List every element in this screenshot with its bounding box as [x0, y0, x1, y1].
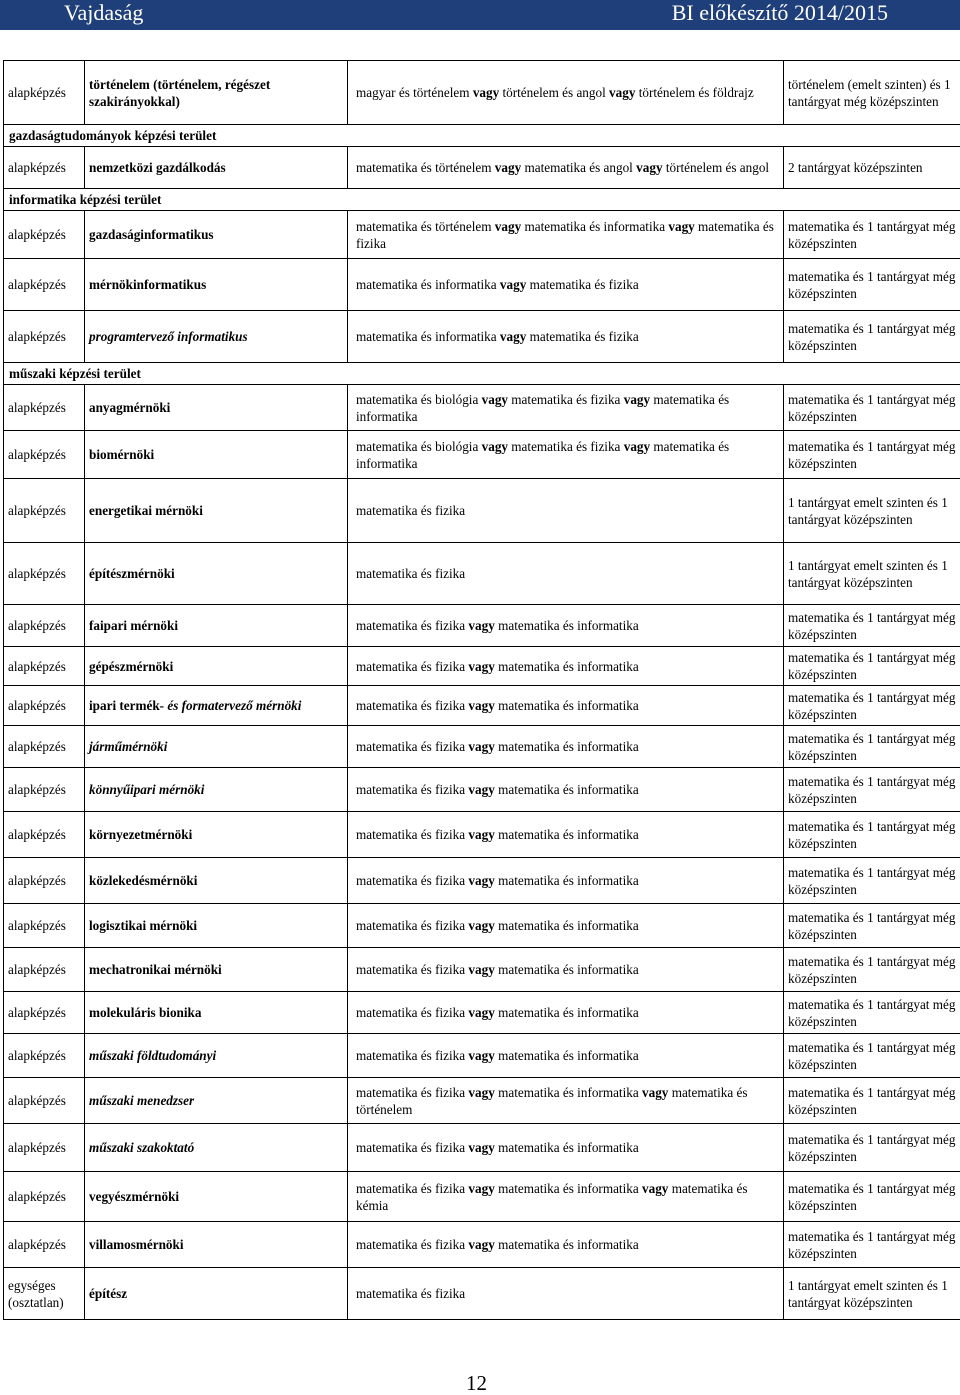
exam-level-requirement: 1 tantárgyat emelt szinten és 1 tantárgyat középszinten [784, 543, 960, 605]
exam-level-requirement: matematika és 1 tantárgyat még középszinten [784, 311, 960, 363]
exam-subjects: matematika és fizika vagy matematika és informatika [348, 1034, 784, 1078]
section-title: gazdaságtudományok képzési terület [4, 125, 960, 147]
exam-level-requirement: 2 tantárgyat középszinten [784, 147, 960, 189]
training-level: alapképzés [4, 1078, 85, 1124]
program-name: biomérnöki [85, 431, 348, 479]
exam-level-requirement: matematika és 1 tantárgyat még középszinten [784, 385, 960, 431]
exam-subjects: matematika és fizika vagy matematika és informatika [348, 1222, 784, 1268]
section-header-row [4, 363, 960, 385]
table-row [4, 1034, 960, 1078]
exam-level-requirement: matematika és 1 tantárgyat még középszinten [784, 647, 960, 686]
exam-level-requirement: matematika és 1 tantárgyat még középszinten [784, 726, 960, 768]
program-name: faipari mérnöki [85, 605, 348, 647]
training-level: alapképzés [4, 768, 85, 812]
program-name: gépészmérnöki [85, 647, 348, 686]
training-level: alapképzés [4, 647, 85, 686]
table-row [4, 479, 960, 543]
exam-subjects: matematika és fizika vagy matematika és informatika [348, 605, 784, 647]
training-level: alapképzés [4, 543, 85, 605]
header-left-title: Vajdaság [64, 0, 143, 26]
exam-level-requirement: matematika és 1 tantárgyat még középszinten [784, 1034, 960, 1078]
exam-level-requirement: matematika és 1 tantárgyat még középszinten [784, 858, 960, 904]
exam-subjects: matematika és történelem vagy matematika és informatika vagy matematika és fizika [348, 211, 784, 259]
program-name: nemzetközi gazdálkodás [85, 147, 348, 189]
table-row [4, 259, 960, 311]
table-row [4, 858, 960, 904]
exam-level-requirement: 1 tantárgyat emelt szinten és 1 tantárgyat középszinten [784, 479, 960, 543]
exam-subjects: matematika és fizika vagy matematika és informatika [348, 812, 784, 858]
table-row [4, 385, 960, 431]
exam-subjects: matematika és fizika vagy matematika és informatika [348, 858, 784, 904]
exam-subjects: matematika és fizika vagy matematika és informatika [348, 948, 784, 992]
program-name: építész [85, 1268, 348, 1320]
training-level: alapképzés [4, 1172, 85, 1222]
table-row [4, 768, 960, 812]
program-name: műszaki földtudományi [85, 1034, 348, 1078]
training-level: alapképzés [4, 992, 85, 1034]
program-name: energetikai mérnöki [85, 479, 348, 543]
training-level: alapképzés [4, 311, 85, 363]
training-level: alapképzés [4, 385, 85, 431]
exam-subjects: matematika és fizika vagy matematika és informatika [348, 647, 784, 686]
table-row [4, 726, 960, 768]
exam-subjects: matematika és fizika vagy matematika és informatika [348, 768, 784, 812]
exam-subjects: matematika és fizika vagy matematika és informatika [348, 1124, 784, 1172]
exam-subjects: matematika és fizika [348, 479, 784, 543]
exam-level-requirement: matematika és 1 tantárgyat még középszinten [784, 1078, 960, 1124]
admissions-table [3, 60, 960, 1320]
training-level: alapképzés [4, 211, 85, 259]
table-row [4, 1124, 960, 1172]
program-name: környezetmérnöki [85, 812, 348, 858]
program-name: molekuláris bionika [85, 992, 348, 1034]
exam-subjects: matematika és fizika vagy matematika és informatika [348, 726, 784, 768]
table-row [4, 211, 960, 259]
program-name: logisztikai mérnöki [85, 904, 348, 948]
program-name: építészmérnöki [85, 543, 348, 605]
exam-level-requirement: matematika és 1 tantárgyat még középszinten [784, 948, 960, 992]
page-header [0, 0, 960, 30]
exam-subjects: matematika és fizika vagy matematika és informatika [348, 686, 784, 726]
program-name: műszaki szakoktató [85, 1124, 348, 1172]
program-name: anyagmérnöki [85, 385, 348, 431]
program-name: mérnökinformatikus [85, 259, 348, 311]
table-row [4, 1222, 960, 1268]
header-right-title: BI előkészítő 2014/2015 [672, 0, 888, 26]
program-name: történelem (történelem, régészet szakirányokkal) [85, 61, 348, 125]
table-row [4, 431, 960, 479]
exam-level-requirement: történelem (emelt szinten) és 1 tantárgyat még középszinten [784, 61, 960, 125]
program-name: műszaki menedzser [85, 1078, 348, 1124]
training-level: alapképzés [4, 1222, 85, 1268]
table-row [4, 61, 960, 125]
training-level: egységes (osztatlan) [4, 1268, 85, 1320]
training-level: alapképzés [4, 61, 85, 125]
table-row [4, 812, 960, 858]
exam-level-requirement: matematika és 1 tantárgyat még középszinten [784, 211, 960, 259]
exam-subjects: matematika és fizika vagy matematika és informatika [348, 904, 784, 948]
exam-level-requirement: 1 tantárgyat emelt szinten és 1 tantárgyat középszinten [784, 1268, 960, 1320]
table-row [4, 904, 960, 948]
program-name: villamosmérnöki [85, 1222, 348, 1268]
exam-subjects: matematika és informatika vagy matematika és fizika [348, 311, 784, 363]
exam-subjects: matematika és biológia vagy matematika és fizika vagy matematika és informatika [348, 385, 784, 431]
program-name: közlekedésmérnöki [85, 858, 348, 904]
section-title: műszaki képzési terület [4, 363, 960, 385]
training-level: alapképzés [4, 431, 85, 479]
table-row [4, 605, 960, 647]
program-name: mechatronikai mérnöki [85, 948, 348, 992]
table-row [4, 647, 960, 686]
training-level: alapképzés [4, 904, 85, 948]
table-row [4, 686, 960, 726]
table-row [4, 543, 960, 605]
exam-level-requirement: matematika és 1 tantárgyat még középszinten [784, 904, 960, 948]
exam-level-requirement: matematika és 1 tantárgyat még középszinten [784, 686, 960, 726]
exam-level-requirement: matematika és 1 tantárgyat még középszinten [784, 812, 960, 858]
section-header-row [4, 125, 960, 147]
exam-subjects: matematika és biológia vagy matematika és fizika vagy matematika és informatika [348, 431, 784, 479]
exam-subjects: matematika és történelem vagy matematika és angol vagy történelem és angol [348, 147, 784, 189]
program-name: programtervező informatikus [85, 311, 348, 363]
program-name: gazdaságinformatikus [85, 211, 348, 259]
training-level: alapképzés [4, 605, 85, 647]
training-level: alapképzés [4, 479, 85, 543]
section-header-row [4, 189, 960, 211]
table-row [4, 948, 960, 992]
exam-subjects: magyar és történelem vagy történelem és angol vagy történelem és földrajz [348, 61, 784, 125]
exam-level-requirement: matematika és 1 tantárgyat még középszinten [784, 1124, 960, 1172]
program-name: vegyészmérnöki [85, 1172, 348, 1222]
table-row [4, 147, 960, 189]
program-name: könnyűipari mérnöki [85, 768, 348, 812]
exam-level-requirement: matematika és 1 tantárgyat még középszinten [784, 259, 960, 311]
table-row [4, 311, 960, 363]
table-row [4, 1078, 960, 1124]
exam-subjects: matematika és fizika [348, 543, 784, 605]
training-level: alapképzés [4, 259, 85, 311]
exam-level-requirement: matematika és 1 tantárgyat még középszinten [784, 768, 960, 812]
exam-level-requirement: matematika és 1 tantárgyat még középszinten [784, 1222, 960, 1268]
table-row [4, 1268, 960, 1320]
training-level: alapképzés [4, 1124, 85, 1172]
training-level: alapképzés [4, 726, 85, 768]
exam-subjects: matematika és fizika vagy matematika és informatika [348, 992, 784, 1034]
training-level: alapképzés [4, 147, 85, 189]
program-name: járműmérnöki [85, 726, 348, 768]
table-row [4, 1172, 960, 1222]
exam-level-requirement: matematika és 1 tantárgyat még középszinten [784, 431, 960, 479]
training-level: alapképzés [4, 858, 85, 904]
exam-level-requirement: matematika és 1 tantárgyat még középszinten [784, 1172, 960, 1222]
page-number: 12 [466, 1371, 487, 1395]
training-level: alapképzés [4, 686, 85, 726]
exam-subjects: matematika és fizika vagy matematika és informatika vagy matematika és történelem [348, 1078, 784, 1124]
table-row [4, 992, 960, 1034]
exam-subjects: matematika és fizika vagy matematika és informatika vagy matematika és kémia [348, 1172, 784, 1222]
exam-level-requirement: matematika és 1 tantárgyat még középszinten [784, 992, 960, 1034]
exam-subjects: matematika és informatika vagy matematika és fizika [348, 259, 784, 311]
training-level: alapképzés [4, 812, 85, 858]
training-level: alapképzés [4, 1034, 85, 1078]
program-name: ipari termék- és formatervező mérnöki [85, 686, 348, 726]
exam-subjects: matematika és fizika [348, 1268, 784, 1320]
section-title: informatika képzési terület [4, 189, 960, 211]
training-level: alapképzés [4, 948, 85, 992]
exam-level-requirement: matematika és 1 tantárgyat még középszinten [784, 605, 960, 647]
